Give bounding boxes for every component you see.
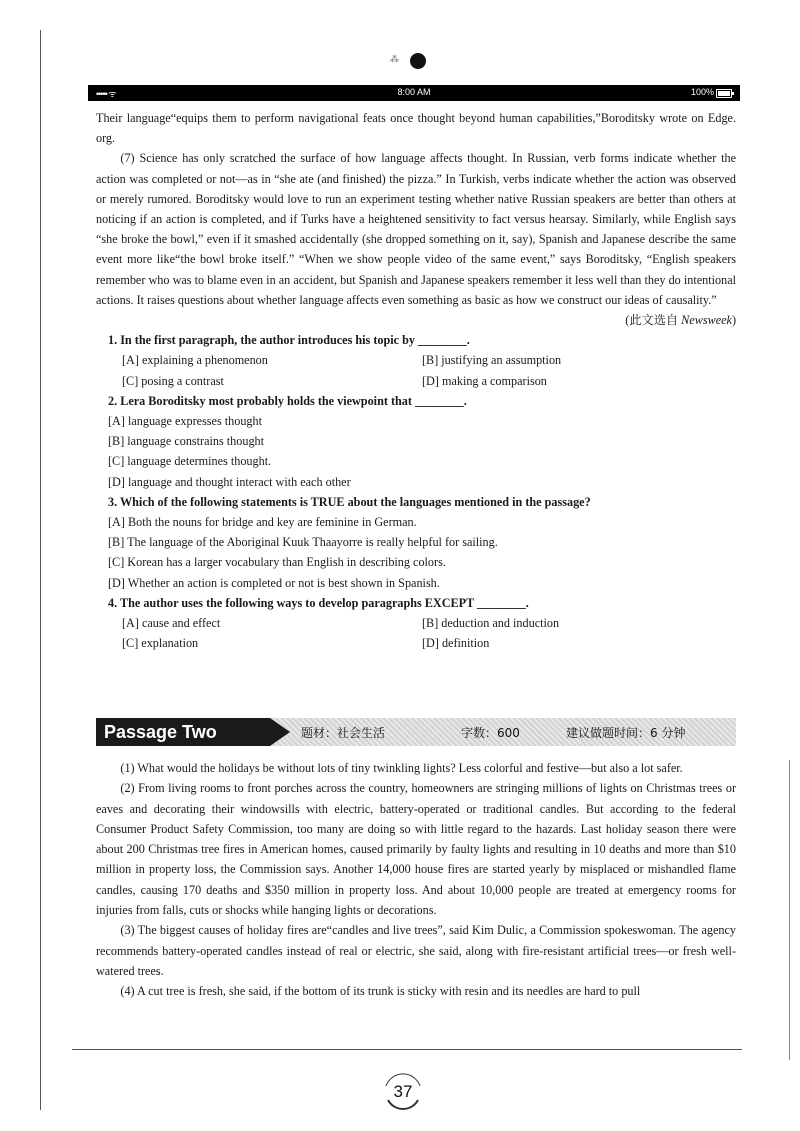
option-a[interactable]: [A] explaining a phenomenon <box>122 353 268 368</box>
option-d[interactable]: [D] Whether an action is completed or not is best shown in Spanish. <box>108 575 440 590</box>
paragraph-continuation: Their language“equips them to perform navigational feats once thought beyond human capabilities,”Boroditsky wrote on Edge. org. <box>96 111 736 146</box>
question-3 <box>108 492 736 593</box>
option-a[interactable]: [A] cause and effect <box>122 616 221 631</box>
signal-icon: ••••• ᯤ <box>96 89 116 99</box>
status-bar <box>88 85 740 101</box>
page-edge-line <box>40 30 41 1110</box>
passage-one-content <box>96 108 736 653</box>
option-c[interactable]: [C] explanation <box>122 636 199 651</box>
status-time: 8:00 AM <box>397 87 431 97</box>
option-b[interactable]: [B] The language of the Aboriginal Kuuk Thaayorre is really helpful for sailing. <box>108 535 498 550</box>
paragraph-7: (7) Science has only scratched the surface of how language affects thought. In Russian, verb forms indicate whether the action was completed or not—as in “she ate (and finished) the pizza.” In Turkish, verbs indicate whether the action was observed or merely rumored. Boroditsky would love to run an experiment testing whether native Russian speakers are better than others at noticing if an action is completed, and if Turks have a heightened sensitivity to fact versus hearsay. Similarly, while English says “she broke the bowl,” even if it smashed accidentally (she dropped something on it, say), Spanish and Japanese describe the same event more like“the bowl broke itself.” “When we show people video of the same event,” says Boroditsky, “English speakers remember who was to blame even in an accident, but Spanish and Japanese speakers remember it less well than they do intentional actions. It raises questions about whether language affects even something as basic as how we construct our ideas of causality.” <box>96 151 736 307</box>
option-b[interactable]: [B] justifying an assumption <box>422 353 562 368</box>
battery-icon <box>716 89 732 98</box>
option-a[interactable]: [A] Both the nouns for bridge and key are feminine in German. <box>108 515 417 530</box>
question-stem: 4. The author uses the following ways to develop paragraphs EXCEPT ________. <box>108 595 529 610</box>
source-citation <box>96 310 736 330</box>
question-2 <box>108 391 736 492</box>
option-d[interactable]: [D] language and thought interact with each other <box>108 474 351 489</box>
passage-topic: 题材：社会生活 <box>301 726 386 740</box>
paragraph-4: (4) A cut tree is fresh, she said, if the bottom of its trunk is sticky with resin and its needles are hard to pull <box>120 984 641 999</box>
paragraph-3: (3) The biggest causes of holiday fires are“candles and live trees”, said Kim Dulic, a Commission spokeswoman. The agency recommends battery-operated candles instead of real or electric, she said, along with fire-resistant artificial trees—or fresh well-watered trees. <box>96 923 736 978</box>
passage-title: Passage Two <box>96 718 270 746</box>
arrow-icon <box>270 718 290 746</box>
source-suffix: ) <box>731 313 736 328</box>
page-number-badge <box>380 1068 426 1114</box>
source-prefix: (此文选自 <box>625 313 679 328</box>
question-1 <box>108 330 736 391</box>
question-stem: 2. Lera Boroditsky most probably holds the viewpoint that ________. <box>108 393 467 408</box>
passage-word-count: 字数：600 <box>461 726 520 740</box>
question-stem: 1. In the first paragraph, the author introduces his topic by ________. <box>108 333 470 348</box>
page-edge-line <box>789 760 790 1060</box>
page-number: 37 <box>393 1082 413 1101</box>
option-d[interactable]: [D] making a comparison <box>422 373 547 388</box>
passage-two-content <box>96 758 736 1002</box>
question-stem: 3. Which of the following statements is TRUE about the languages mentioned in the passage? <box>108 494 591 509</box>
battery-percent: 100% <box>690 87 714 97</box>
option-c[interactable]: [C] posing a contrast <box>122 373 224 388</box>
option-a[interactable]: [A] language expresses thought <box>108 414 262 429</box>
camera-icon <box>410 53 426 69</box>
option-c[interactable]: [C] Korean has a larger vocabulary than English in describing colors. <box>108 555 446 570</box>
option-b[interactable]: [B] deduction and induction <box>422 616 560 631</box>
option-b[interactable]: [B] language constrains thought <box>108 434 265 449</box>
question-4 <box>108 593 736 654</box>
paragraph-1: (1) What would the holidays be without lots of tiny twinkling lights? Less colorful and festive—but also a lot safer. <box>120 761 683 775</box>
option-d[interactable]: [D] definition <box>422 636 490 651</box>
option-c[interactable]: [C] language determines thought. <box>108 454 272 469</box>
paragraph-2: (2) From living rooms to front porches across the country, homeowners are stringing millions of lights on Christmas trees or eaves and decorating their windowsills with electric, battery-operated or traditional candles. But according to the federal Consumer Product Safety Commission, too many are doing so with little regard to the hazards. Last holiday season there were about 200 Christmas tree fires in American homes, caused primarily by faulty lights and resulting in 10 deaths and more than $10 million in property loss, the Commission says. Another 14,000 house fires are started yearly by misplaced or mishandled flame candles, causing 170 deaths and $350 million in property loss. And about 10,000 people are treated at emergency rooms for injuries from falls, cuts or shocks while hanging lights or decorations. <box>96 781 736 918</box>
source-name: Newsweek <box>681 313 732 328</box>
passage-two-header <box>96 718 736 746</box>
footer-divider <box>72 1049 742 1050</box>
passage-suggested-time: 建议做题时间：6 分钟 <box>566 726 686 740</box>
camera-mark: ⁂ <box>390 54 399 64</box>
